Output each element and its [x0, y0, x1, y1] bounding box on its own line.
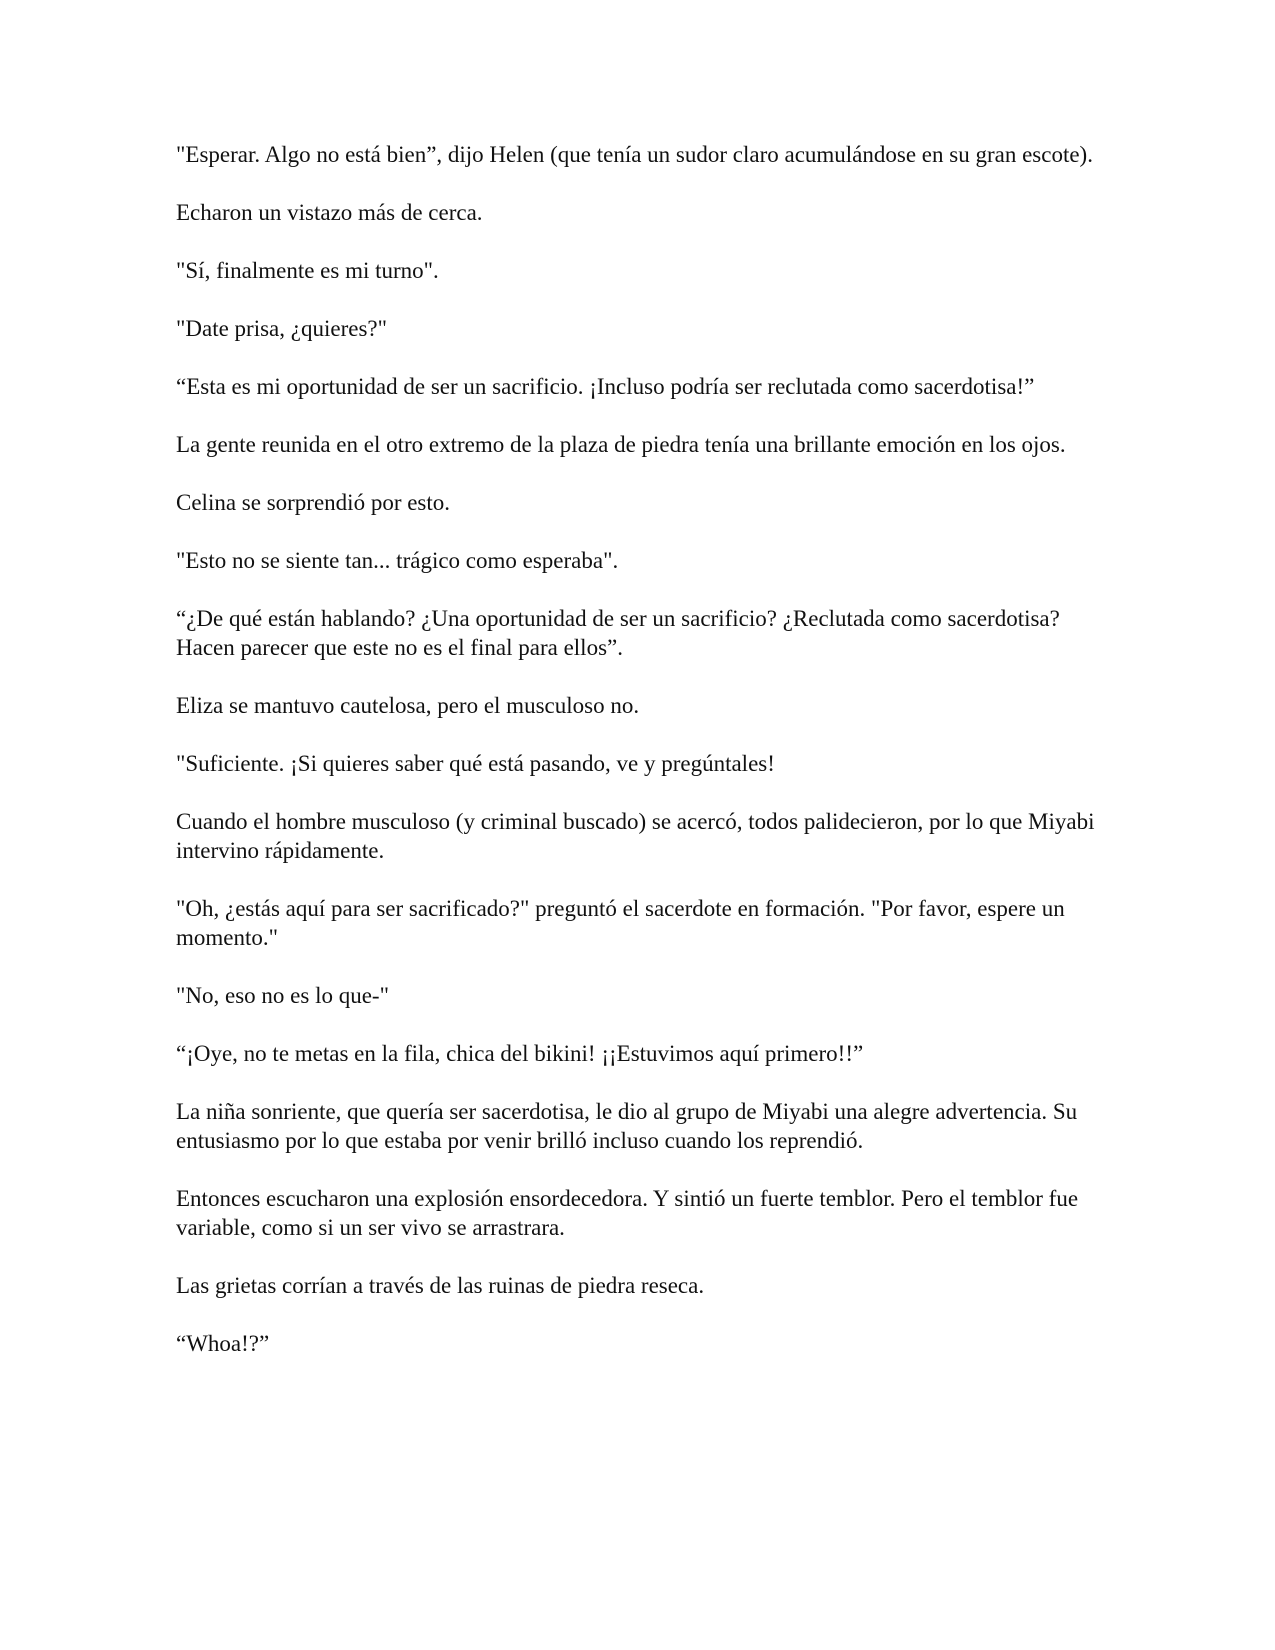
document-page — [176, 140, 1106, 1387]
paragraph: "Esperar. Algo no está bien”, dijo Helen (que tenía un sudor claro acumulándose en su gran escote). — [176, 142, 1093, 167]
paragraph: “Whoa!?” — [176, 1331, 270, 1356]
paragraph: La niña sonriente, que quería ser sacerdotisa, le dio al grupo de Miyabi una alegre advertencia. Su entusiasmo por lo que estaba por venir brilló incluso cuando los reprendió. — [176, 1099, 1078, 1153]
paragraph: Cuando el hombre musculoso (y criminal buscado) se acercó, todos palidecieron, por lo que Miyabi intervino rápidamente. — [176, 809, 1095, 863]
paragraph: La gente reunida en el otro extremo de la plaza de piedra tenía una brillante emoción en los ojos. — [176, 432, 1066, 457]
paragraph: "Date prisa, ¿quieres?" — [176, 316, 387, 341]
paragraph: "No, eso no es lo que-" — [176, 983, 389, 1008]
paragraph: Celina se sorprendió por esto. — [176, 490, 451, 515]
paragraph: “¡Oye, no te metas en la fila, chica del bikini! ¡¡Estuvimos aquí primero!!” — [176, 1041, 864, 1066]
paragraph: Las grietas corrían a través de las ruinas de piedra reseca. — [176, 1273, 705, 1298]
paragraph: "Esto no se siente tan... trágico como esperaba". — [176, 548, 619, 573]
paragraph: Entonces escucharon una explosión ensordecedora. Y sintió un fuerte temblor. Pero el temblor fue variable, como si un ser vivo se arrastrara. — [176, 1186, 1079, 1240]
paragraph: Echaron un vistazo más de cerca. — [176, 200, 483, 225]
paragraph: Eliza se mantuvo cautelosa, pero el musculoso no. — [176, 693, 640, 718]
paragraph: "Suficiente. ¡Si quieres saber qué está pasando, ve y pregúntales! — [176, 751, 775, 776]
paragraph: “Esta es mi oportunidad de ser un sacrificio. ¡Incluso podría ser reclutada como sacerdotisa!” — [176, 374, 1035, 399]
paragraph: "Sí, finalmente es mi turno". — [176, 258, 439, 283]
paragraph: "Oh, ¿estás aquí para ser sacrificado?" preguntó el sacerdote en formación. "Por favor, espere un momento." — [176, 896, 1065, 950]
paragraph: “¿De qué están hablando? ¿Una oportunidad de ser un sacrificio? ¿Reclutada como sacerdotisa? Hacen parecer que este no es el final para ellos”. — [176, 606, 1060, 660]
